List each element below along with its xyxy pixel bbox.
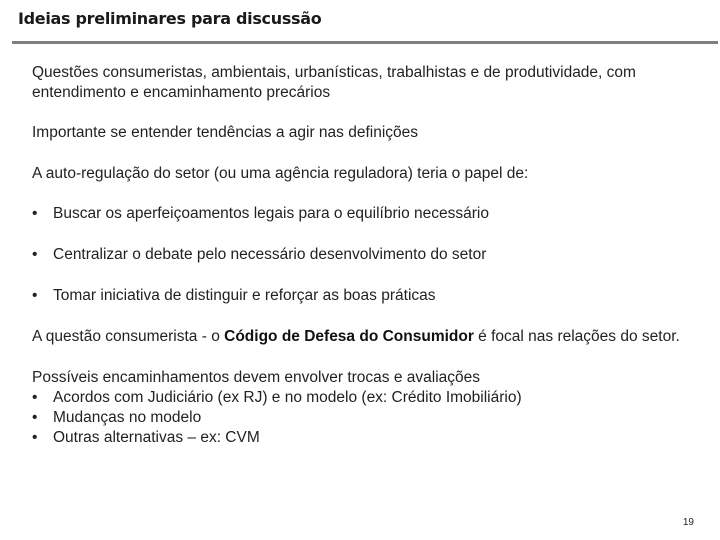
list-item-text: Centralizar o debate pelo necessário desenvolvimento do setor [53, 246, 487, 263]
paragraph-issues: Questões consumeristas, ambientais, urbanísticas, trabalhistas e de produtividade, com entendimento e encaminhamento precários [32, 64, 636, 101]
list-item-text: Tomar iniciativa de distinguir e reforçar as boas práticas [53, 287, 436, 304]
consumer-code-suffix: é focal nas relações do setor. [473, 328, 680, 345]
bullet-icon: • [32, 389, 38, 406]
paragraph-paths: Possíveis encaminhamentos devem envolver trocas e avaliações [32, 369, 481, 386]
list-item [32, 408, 700, 428]
bullet-icon: • [32, 409, 38, 426]
page-number: 19 [682, 517, 694, 528]
slide-title: Ideias preliminares para discussão [18, 9, 322, 28]
list-item [32, 286, 700, 306]
consumer-code-highlight: Código de Defesa do Consumidor [224, 328, 474, 345]
consumer-code-prefix: A questão consumerista - o [32, 328, 225, 345]
list-item [32, 428, 700, 448]
title-divider [12, 41, 718, 44]
list-item [32, 245, 700, 265]
paragraph-consumer-code [32, 327, 700, 347]
bullet-icon: • [32, 287, 38, 304]
list-item-text: Buscar os aperfeiçoamentos legais para o equilíbrio necessário [53, 205, 489, 222]
list-item-text: Acordos com Judiciário (ex RJ) e no modelo (ex: Crédito Imobiliário) [53, 389, 522, 406]
slide-body [32, 63, 700, 448]
list-item-text: Mudanças no modelo [53, 409, 202, 426]
list-item [32, 388, 700, 408]
paragraph-regulation: A auto-regulação do setor (ou uma agência reguladora) teria o papel de: [32, 165, 529, 182]
paragraph-trends: Importante se entender tendências a agir nas definições [32, 124, 419, 141]
list-item-text: Outras alternativas – ex: CVM [53, 429, 260, 446]
bullet-icon: • [32, 429, 38, 446]
bullet-icon: • [32, 205, 38, 222]
bullet-icon: • [32, 246, 38, 263]
list-item [32, 204, 700, 224]
